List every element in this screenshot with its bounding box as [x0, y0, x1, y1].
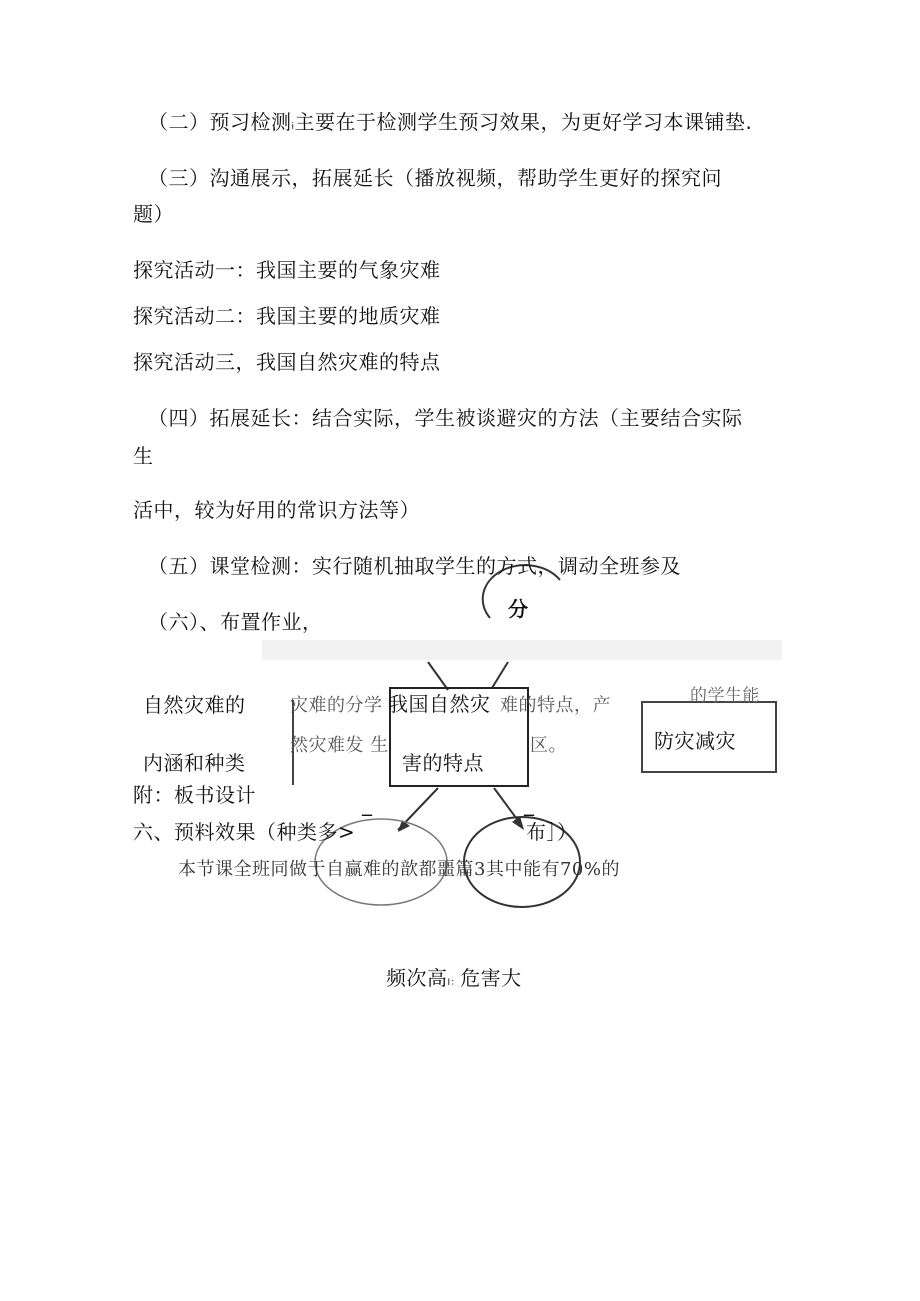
doc-line-1-b: 主要在于检测学生预习效果，为更好学习本课铺垫. [294, 110, 753, 134]
connector-left [428, 662, 448, 690]
doc-line-8: 生 [133, 444, 154, 468]
appendix-heading: 附：板书设计 [133, 783, 256, 807]
left-box-line-1: 自然灾难的 [143, 693, 246, 717]
left-ghost-line-2: 然灾难发 生 [290, 735, 389, 756]
doc-line-1-mark: i [291, 122, 295, 132]
doc-line-4: 探究活动一：我国主要的气象灾难 [133, 258, 441, 282]
doc-line-2: （三）沟通展示，拓展延长（播放视频，帮助学生更好的探究问 [148, 166, 722, 190]
dash-right: _ [524, 792, 535, 816]
grey-band [262, 640, 782, 660]
top-node-label: 分 [508, 597, 529, 621]
effect-text: 本节课全班同做于自赢难的歆都噩篇3其中能有70%的 [178, 859, 620, 880]
doc-line-1-a: （二）预习检测 [148, 110, 292, 134]
bottom-label-b: 危害大 [460, 966, 522, 990]
center-box-line-1: 我国自然灾 [388, 692, 491, 716]
doc-line-3: 题） [133, 202, 174, 226]
doc-line-11: （六）、布置作业， [148, 610, 323, 634]
doc-line-10: （五）课堂检测：实行随机抽取学生的方式，调动全班参及 [148, 554, 681, 578]
center-box-line-2: 害的特点 [402, 751, 484, 775]
right-ghost-line-2: 区。 [530, 735, 567, 756]
bottom-label [386, 966, 522, 995]
left-box-line-2: 内涵和种类 [143, 751, 246, 775]
bottom-label-a: 频次高 [386, 966, 448, 990]
doc-line-5: 探究活动二：我国主要的地质灾难 [133, 304, 441, 328]
doc-line-1 [148, 110, 752, 139]
doc-line-7: （四）拓展延长：结合实际，学生被谈避灾的方法（主要结合实际 [148, 406, 743, 430]
right-ghost-line-1: 难的特点，产 [500, 695, 611, 716]
doc-line-6: 探究活动三，我国自然灾难的特点 [133, 350, 441, 374]
left-ghost-line-1: 灾难的分学 [290, 695, 383, 716]
right-box-label: 防灾减灾 [654, 729, 736, 753]
far-right-ghost: 的学生能 [690, 686, 760, 706]
doc-line-9: 活中，较为好用的常识方法等） [133, 498, 420, 522]
bottom-label-mark: I： [447, 978, 461, 988]
effect-tail: 布］） [526, 820, 578, 844]
connector-right [492, 662, 508, 688]
effect-heading: 六、预料效果（种类多> [133, 820, 356, 844]
dash-left: _ [362, 792, 373, 816]
